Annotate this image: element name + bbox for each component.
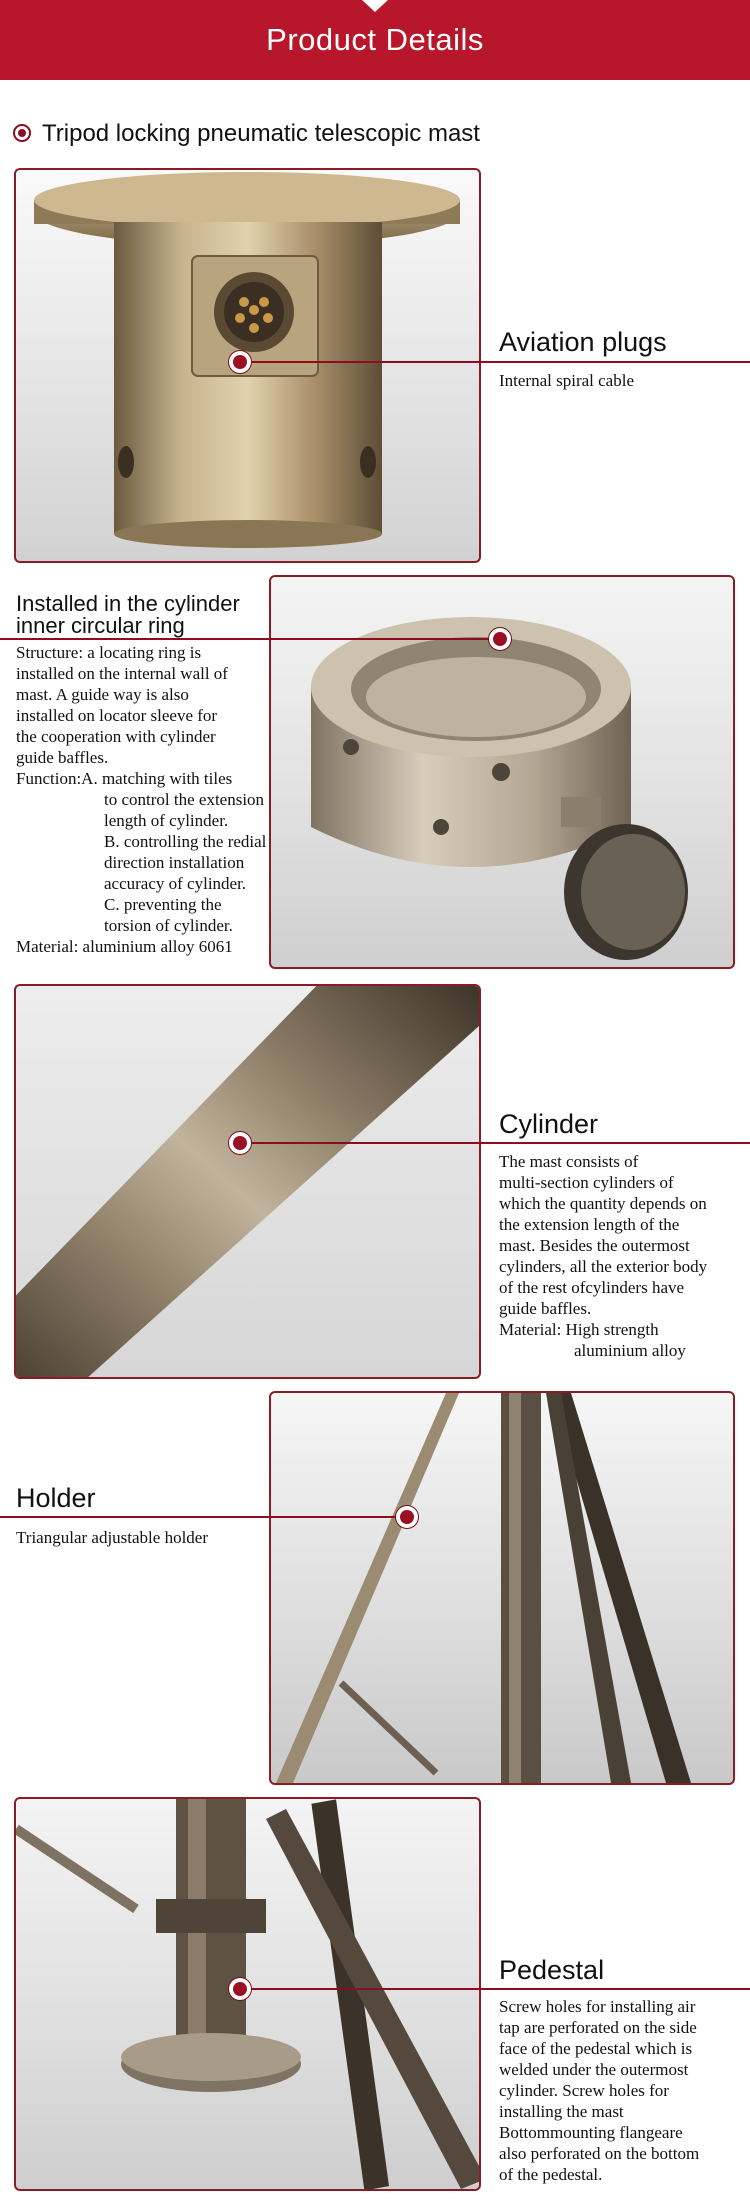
ring-text-line: Material: aluminium alloy 6061: [16, 937, 233, 956]
cylinder-text-line: aluminium alloy: [574, 1341, 686, 1360]
bullet-icon: [13, 124, 31, 142]
ring-text-line: Function:A. matching with tiles: [16, 769, 233, 788]
cylinder-photo: [14, 984, 481, 1379]
ring-text-line: the cooperation with cylinder: [16, 727, 216, 746]
ring-text-line: Structure: a locating ring is: [16, 643, 202, 662]
callout-marker-cylinder: [229, 1132, 251, 1154]
cylinder-text-line: of the rest ofcylinders have: [499, 1278, 685, 1297]
callout-line-cylinder: [251, 1142, 750, 1144]
cylinder-text-line: mast. Besides the outermost: [499, 1236, 690, 1255]
pedestal-text-line: face of the pedestal which is: [499, 2039, 693, 2058]
section-desc-holder: Triangular adjustable holder: [16, 1528, 208, 1547]
callout-line-ring: [0, 638, 489, 640]
section-desc-pedestal: [499, 1996, 744, 2185]
section-title-cylinder: Cylinder: [499, 1109, 599, 1139]
ring-text-line: accuracy of cylinder.: [104, 874, 247, 893]
product-subtitle-text: Tripod locking pneumatic telescopic mast: [42, 120, 480, 147]
section-desc-aviation-plugs: Internal spiral cable: [499, 371, 634, 390]
cylinder-text-line: cylinders, all the exterior body: [499, 1257, 708, 1276]
pedestal-text-line: of the pedestal.: [499, 2165, 603, 2184]
ring-text-line: C. preventing the: [104, 895, 222, 914]
callout-marker-pedestal: [229, 1978, 251, 2000]
cylinder-text-line: the extension length of the: [499, 1215, 680, 1234]
section-title-ring: [16, 593, 271, 637]
ring-text-line: to control the extension: [104, 790, 265, 809]
ring-text-line: torsion of cylinder.: [104, 916, 233, 935]
cylinder-text-line: guide baffles.: [499, 1299, 592, 1318]
section-title-aviation-plugs: Aviation plugs: [499, 327, 667, 357]
header-notch: [362, 0, 388, 12]
cylinder-text-line: which the quantity depends on: [499, 1194, 707, 1213]
product-subtitle: [14, 120, 480, 148]
callout-marker-ring: [489, 628, 511, 650]
section-title-ring-line1: Installed in the cylinder: [16, 591, 240, 616]
callout-line-holder: [0, 1516, 396, 1518]
callout-line-plugs: [251, 361, 750, 363]
ring-text-line: installed on locator sleeve for: [16, 706, 218, 725]
ring-text-line: installed on the internal wall of: [16, 664, 228, 683]
cylinder-illustration: [16, 986, 479, 1377]
pedestal-text-line: cylinder. Screw holes for: [499, 2081, 669, 2100]
header-banner: [0, 0, 750, 80]
section-desc-ring: [16, 642, 271, 957]
ring-text-line: direction installation: [104, 853, 245, 872]
holder-photo: [269, 1391, 735, 1785]
section-desc-cylinder: [499, 1151, 744, 1361]
ring-text-line: guide baffles.: [16, 748, 109, 767]
ring-text-line: B. controlling the redial: [104, 832, 267, 851]
section-title-holder: Holder: [16, 1483, 96, 1513]
callout-marker-holder: [396, 1506, 418, 1528]
callout-marker-plugs: [229, 351, 251, 373]
cylinder-text-line: multi-section cylinders of: [499, 1173, 674, 1192]
callout-line-pedestal: [251, 1988, 750, 1990]
section-title-ring-line2: inner circular ring: [16, 613, 185, 638]
pedestal-text-line: welded under the outermost: [499, 2060, 689, 2079]
holder-illustration: [271, 1393, 733, 1783]
ring-text-line: mast. A guide way is also: [16, 685, 189, 704]
cylinder-text-line: The mast consists of: [499, 1152, 639, 1171]
pedestal-text-line: also perforated on the bottom: [499, 2144, 700, 2163]
pedestal-text-line: tap are perforated on the side: [499, 2018, 697, 2037]
page-title: Product Details: [266, 22, 484, 57]
ring-text-line: length of cylinder.: [104, 811, 229, 830]
pedestal-text-line: Screw holes for installing air: [499, 1997, 696, 2016]
section-title-pedestal: Pedestal: [499, 1955, 605, 1985]
pedestal-text-line: installing the mast: [499, 2102, 624, 2121]
cylinder-text-line: Material: High strength: [499, 1320, 659, 1339]
pedestal-text-line: Bottommounting flangeare: [499, 2123, 683, 2142]
